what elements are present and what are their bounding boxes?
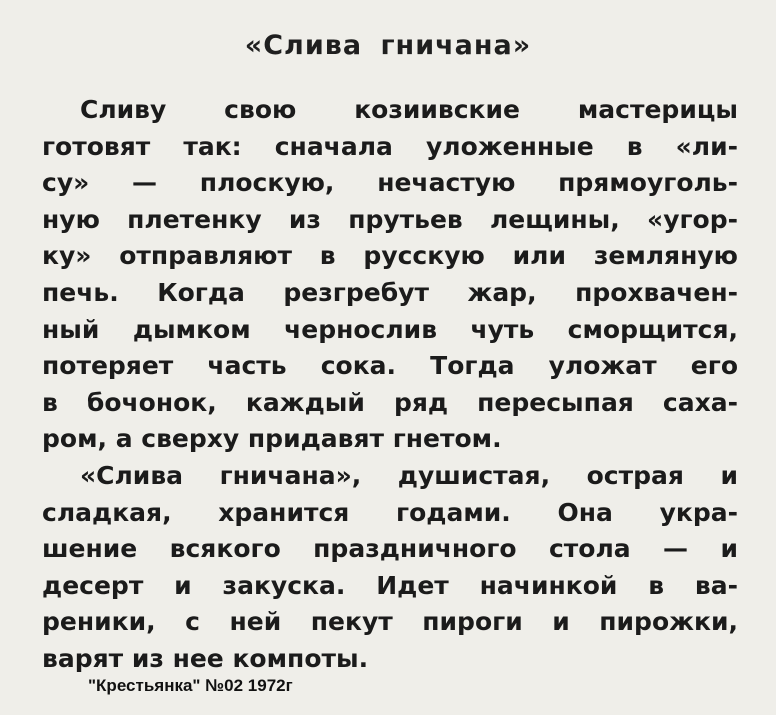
text-line: су» — плоскую, нечастую прямоуголь- [42, 168, 738, 198]
text-line: ную плетенку из прутьев лещины, «угор- [42, 204, 738, 234]
text-line: в бочонок, каждый ряд пересыпая саха- [42, 387, 738, 417]
text-line: ку» отправляют в русскую или земляную [42, 241, 738, 271]
text-line: сладкая, хранится годами. Она укра- [42, 497, 738, 527]
text-line: десерт и закуска. Идет начинкой в ва- [42, 570, 738, 600]
text-line: печь. Когда резгребут жар, прохвачен- [42, 277, 738, 307]
text-line: «Слива гничана», душистая, острая и [80, 460, 738, 490]
text-line: ный дымком чернослив чуть сморщится, [42, 314, 738, 344]
text-line: потеряет часть сока. Тогда уложат его [42, 351, 738, 381]
text-line: варят из нее компоты. [42, 643, 369, 673]
source-caption: "Крестьянка" №02 1972г [88, 676, 293, 695]
text-line: шение всякого праздничного стола — и [42, 534, 738, 564]
text-line: готовят так: сначала уложенные в «ли- [42, 131, 738, 161]
text-line: Сливу свою козиивские мастерицы [80, 95, 738, 124]
article-title: «Слива гничана» [244, 30, 532, 61]
article-body [42, 92, 738, 678]
text-line: реники, с ней пекут пироги и пирожки, [42, 607, 738, 637]
text-line: ром, а сверху придавят гнетом. [42, 424, 502, 454]
